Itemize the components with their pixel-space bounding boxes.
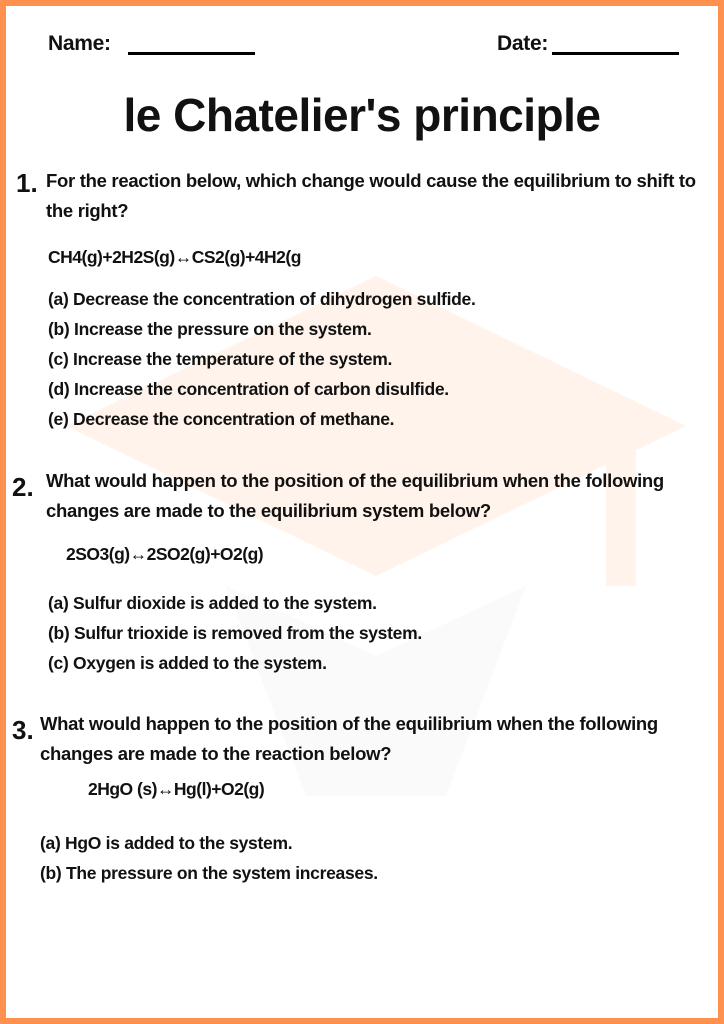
- page-title: le Chatelier's principle: [123, 89, 601, 141]
- option-c: (c) Oxygen is added to the system.: [48, 653, 327, 673]
- option-a: (a) Sulfur dioxide is added to the system.: [48, 593, 377, 613]
- chemical-equation: CH4(g)+2H2S(g)↔CS2(g)+4H2(g: [48, 247, 301, 267]
- option-b: (b) The pressure on the system increases.: [40, 863, 378, 883]
- option-d: (d) Increase the concentration of carbon disulfide.: [48, 379, 449, 399]
- option-b: (b) Sulfur trioxide is removed from the system.: [48, 623, 422, 643]
- options-list: [40, 828, 378, 888]
- date-field[interactable]: [552, 52, 679, 55]
- option-b: (b) Increase the pressure on the system.: [48, 319, 372, 339]
- question-text: What would happen to the position of the equilibrium when the following changes are made to the equilibrium system below?: [46, 470, 664, 521]
- question-number: 2.: [12, 472, 34, 502]
- header-row: [6, 32, 718, 62]
- chemical-equation: 2SO3(g)↔2SO2(g)+O2(g): [66, 544, 264, 564]
- chemical-equation: 2HgO (s)↔Hg(l)+O2(g): [88, 779, 265, 799]
- option-c: (c) Increase the temperature of the system.: [48, 349, 393, 369]
- question-number: 1.: [16, 168, 38, 198]
- option-e: (e) Decrease the concentration of methane.: [48, 409, 395, 429]
- question-number: 3.: [12, 715, 34, 745]
- question-text: What would happen to the position of the equilibrium when the following changes are made to the reaction below?: [40, 713, 658, 764]
- question-text: For the reaction below, which change would cause the equilibrium to shift to the right?: [46, 170, 696, 221]
- name-field[interactable]: [128, 52, 255, 55]
- option-a: (a) Decrease the concentration of dihydrogen sulfide.: [48, 289, 476, 309]
- options-list: [48, 284, 476, 434]
- worksheet-page: [6, 6, 718, 1018]
- date-label: Date:: [497, 32, 549, 55]
- options-list: [48, 588, 422, 678]
- option-a: (a) HgO is added to the system.: [40, 833, 293, 853]
- name-label: Name:: [48, 32, 111, 55]
